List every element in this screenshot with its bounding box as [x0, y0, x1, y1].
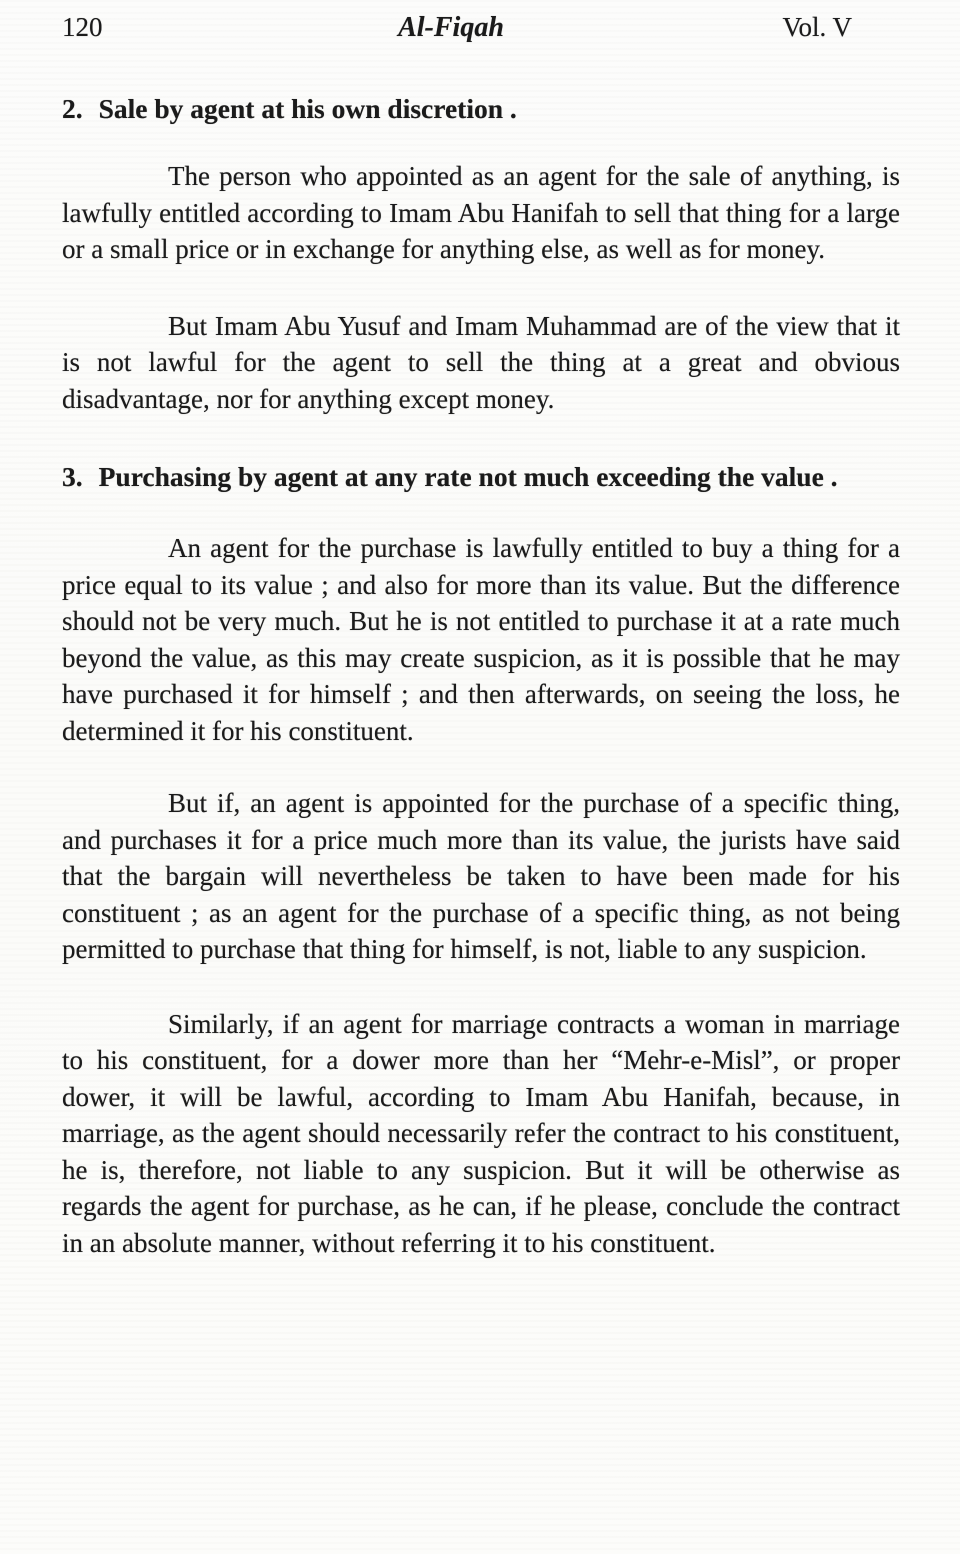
paragraph: An agent for the purchase is lawfully entitled to buy a thing for a price equal to its value ; and also for more than its value. But the difference should not be very much. But he is not entitled to purchase it at a rate much beyond the value, as this may create suspicion, as it is possible that he may have purchased it for himself ; and then afterwards, on seeing the loss, he determined it for his constituent. [62, 533, 900, 746]
paragraph: Similarly, if an agent for marriage contracts a woman in marriage to his constituent, for a dower more than her “Mehr-e-Misl”, or proper dower, it will be lawful, according to Imam Abu Hanifah, because, in marriage, as the agent should necessarily refer the contract to his constituent, he is, therefore, not liable to any suspicion. But it will be otherwise as regards the agent for purchase, as he can, if he please, conclude the contract in an absolute manner, without referring it to his constituent. [62, 1008, 900, 1258]
section-number: 3. [62, 461, 83, 492]
paragraph: But Imam Abu Yusuf and Imam Muhammad are of the view that it is not lawful for the agent to sell the thing at a great and obvious disadvantage, nor for anything except money. [62, 310, 900, 414]
section-heading-2 [62, 89, 900, 128]
book-title: Al-Fiqah [398, 12, 504, 43]
section-heading-text: Sale by agent at his own discretion . [98, 93, 517, 124]
page-number: 120 [62, 12, 103, 42]
section-number: 2. [62, 93, 83, 124]
section-heading-3 [62, 457, 900, 496]
section-heading-text: Purchasing by agent at any rate not much exceeding the value . [98, 461, 838, 492]
volume-label: Vol. V [782, 12, 852, 42]
running-header [62, 10, 900, 45]
paragraph: But if, an agent is appointed for the purchase of a specific thing, and purchases it for a price much more than its value, the jurists have said that the bargain will nevertheless be taken to have been made for his constituent ; as an agent for the purchase of a specific thing, as not being permitted to purchase that thing for himself, is not, liable to any suspicion. [62, 788, 900, 964]
paragraph: The person who appointed as an agent for the sale of anything, is lawfully entitled according to Imam Abu Hanifah to sell that thing for a large or a small price or in exchange for anything else, as well as for money. [62, 161, 900, 264]
